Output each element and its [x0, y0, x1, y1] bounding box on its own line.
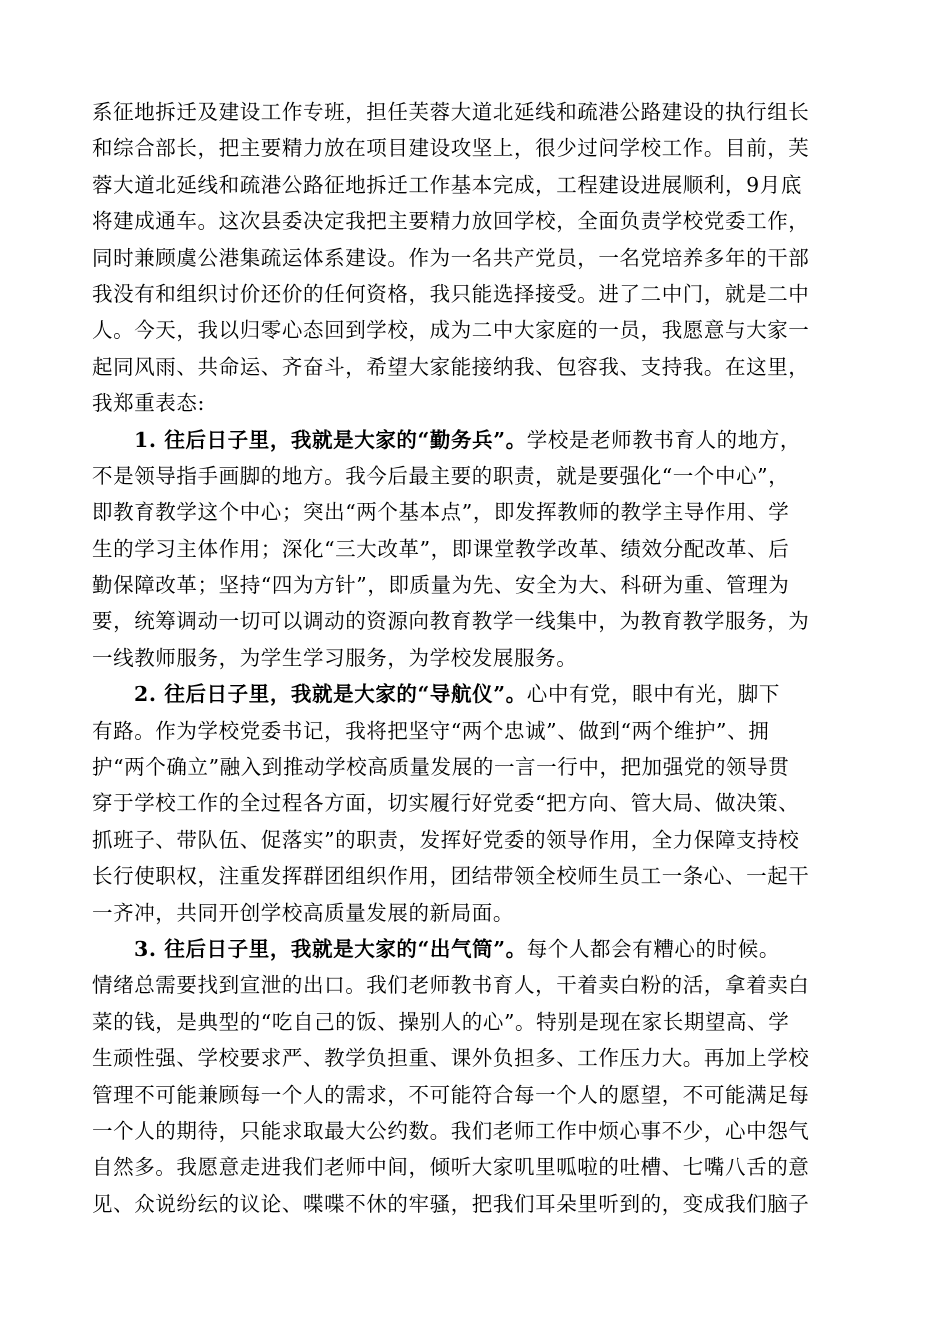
text-segment: 我没有和组织讨价还价的任何资格，我只能选择接受。进了二中门，就是二中	[92, 281, 810, 306]
text-line	[92, 312, 860, 348]
text-line	[92, 494, 860, 530]
text-line	[92, 385, 860, 421]
document-body	[92, 94, 860, 1222]
paragraph-heading-line	[92, 422, 860, 458]
text-segment: 抓班子、带队伍、促落实”的职责，发挥好党委的领导作用，全力保障支持校	[92, 827, 800, 852]
text-segment: 系征地拆迁及建设工作专班，担任芙蓉大道北延线和疏港公路建设的执行组长	[92, 100, 810, 124]
text-line	[92, 858, 860, 894]
paragraph-heading-line	[92, 931, 860, 967]
text-segment: 长行使职权，注重发挥群团组织作用，团结带领全校师生员工一条心、一起干	[92, 864, 810, 889]
text-segment: 心中有党，眼中有光，脚下	[526, 682, 780, 707]
text-line	[92, 895, 860, 931]
text-segment: 一线教师服务，为学生学习服务，为学校发展服务。	[92, 645, 578, 670]
section-heading: 1. 往后日子里，我就是大家的“勤务兵”。	[134, 427, 527, 452]
text-segment: 即教育教学这个中心；突出“两个基本点”，即发挥教师的教学主导作用、学	[92, 500, 790, 525]
text-segment: 起同风雨、共命运、齐奋斗，希望大家能接纳我、包容我、支持我。在这里，	[92, 354, 810, 379]
section-heading: 3. 往后日子里，我就是大家的“出气筒”。	[134, 936, 527, 961]
text-line	[92, 567, 860, 603]
text-segment: 管理不可能兼顾每一个人的需求，不可能符合每一个人的愿望，不可能满足每	[92, 1082, 810, 1107]
text-segment: 勤保障改革；坚持“四为方针”，即质量为先、安全为大、科研为重、管理为	[92, 573, 790, 598]
text-segment: 不是领导指手画脚的地方。我今后最主要的职责，就是要强化“一个中心”，	[92, 463, 790, 488]
text-segment: 情绪总需要找到宣泄的出口。我们老师教书育人，干着卖白粉的活，拿着卖白	[92, 973, 810, 998]
text-segment: 我郑重表态:	[92, 391, 206, 416]
text-segment: 一齐冲，共同开创学校高质量发展的新局面。	[92, 900, 514, 925]
text-segment: 见、众说纷纭的议论、喋喋不休的牢骚，把我们耳朵里听到的，变成我们脑子	[92, 1191, 810, 1216]
text-line	[92, 967, 860, 1003]
text-line	[92, 1186, 860, 1222]
text-segment: 自然多。我愿意走进我们老师中间，倾听大家叽里呱啦的吐槽、七嘴八舌的意	[92, 1155, 810, 1180]
text-segment: 菜的钱，是典型的“吃自己的饭、操别人的心”。特别是现在家长期望高、学	[92, 1009, 790, 1034]
text-line	[92, 822, 860, 858]
text-line	[92, 749, 860, 785]
text-segment: 生顽性强、学校要求严、教学负担重、课外负担多、工作压力大。再加上学校	[92, 1046, 810, 1071]
text-segment: 生的学习主体作用；深化“三大改革”，即课堂教学改革、绩效分配改革、后	[92, 536, 790, 561]
text-line	[92, 531, 860, 567]
section-heading: 2. 往后日子里，我就是大家的“导航仪”。	[134, 682, 527, 707]
text-line	[92, 713, 860, 749]
text-line	[92, 203, 860, 239]
text-line	[92, 1077, 860, 1113]
text-segment: 将建成通车。这次县委决定我把主要精力放回学校，全面负责学校党委工作，	[92, 209, 810, 234]
text-segment: 护“两个确立”融入到推动学校高质量发展的一言一行中，把加强党的领导贯	[92, 755, 790, 780]
text-line	[92, 1149, 860, 1185]
text-segment: 人。今天，我以归零心态回到学校，成为二中大家庭的一员，我愿意与大家一	[92, 318, 810, 343]
text-line	[92, 94, 860, 130]
paragraph-heading-line	[92, 676, 860, 712]
text-line	[92, 240, 860, 276]
text-line	[92, 349, 860, 385]
text-line	[92, 276, 860, 312]
text-line	[92, 785, 860, 821]
text-line	[92, 458, 860, 494]
text-segment: 和综合部长，把主要精力放在项目建设攻坚上，很少过问学校工作。目前，芙	[92, 136, 810, 161]
text-segment: 要，统筹调动一切可以调动的资源向教育教学一线集中，为教育教学服务，为	[92, 609, 810, 634]
text-line	[92, 1040, 860, 1076]
text-line	[92, 640, 860, 676]
text-segment: 穿于学校工作的全过程各方面，切实履行好党委“把方向、管大局、做决策、	[92, 791, 800, 816]
text-line	[92, 167, 860, 203]
text-line	[92, 130, 860, 166]
text-segment: 一个人的期待，只能求取最大公约数。我们老师工作中烦心事不少，心中怨气	[92, 1118, 810, 1143]
text-line	[92, 603, 860, 639]
text-segment: 有路。作为学校党委书记，我将把坚守“两个忠诚”、做到“两个维护”、拥	[92, 718, 770, 743]
text-segment: 学校是老师教书育人的地方，	[526, 427, 802, 452]
text-line	[92, 1113, 860, 1149]
text-segment: 同时兼顾虞公港集疏运体系建设。作为一名共产党员，一名党培养多年的干部	[92, 245, 810, 270]
text-segment: 蓉大道北延线和疏港公路征地拆迁工作基本完成，工程建设进展顺利，9月底	[92, 172, 802, 197]
text-line	[92, 1004, 860, 1040]
text-segment: 每个人都会有糟心的时候。	[526, 936, 780, 961]
